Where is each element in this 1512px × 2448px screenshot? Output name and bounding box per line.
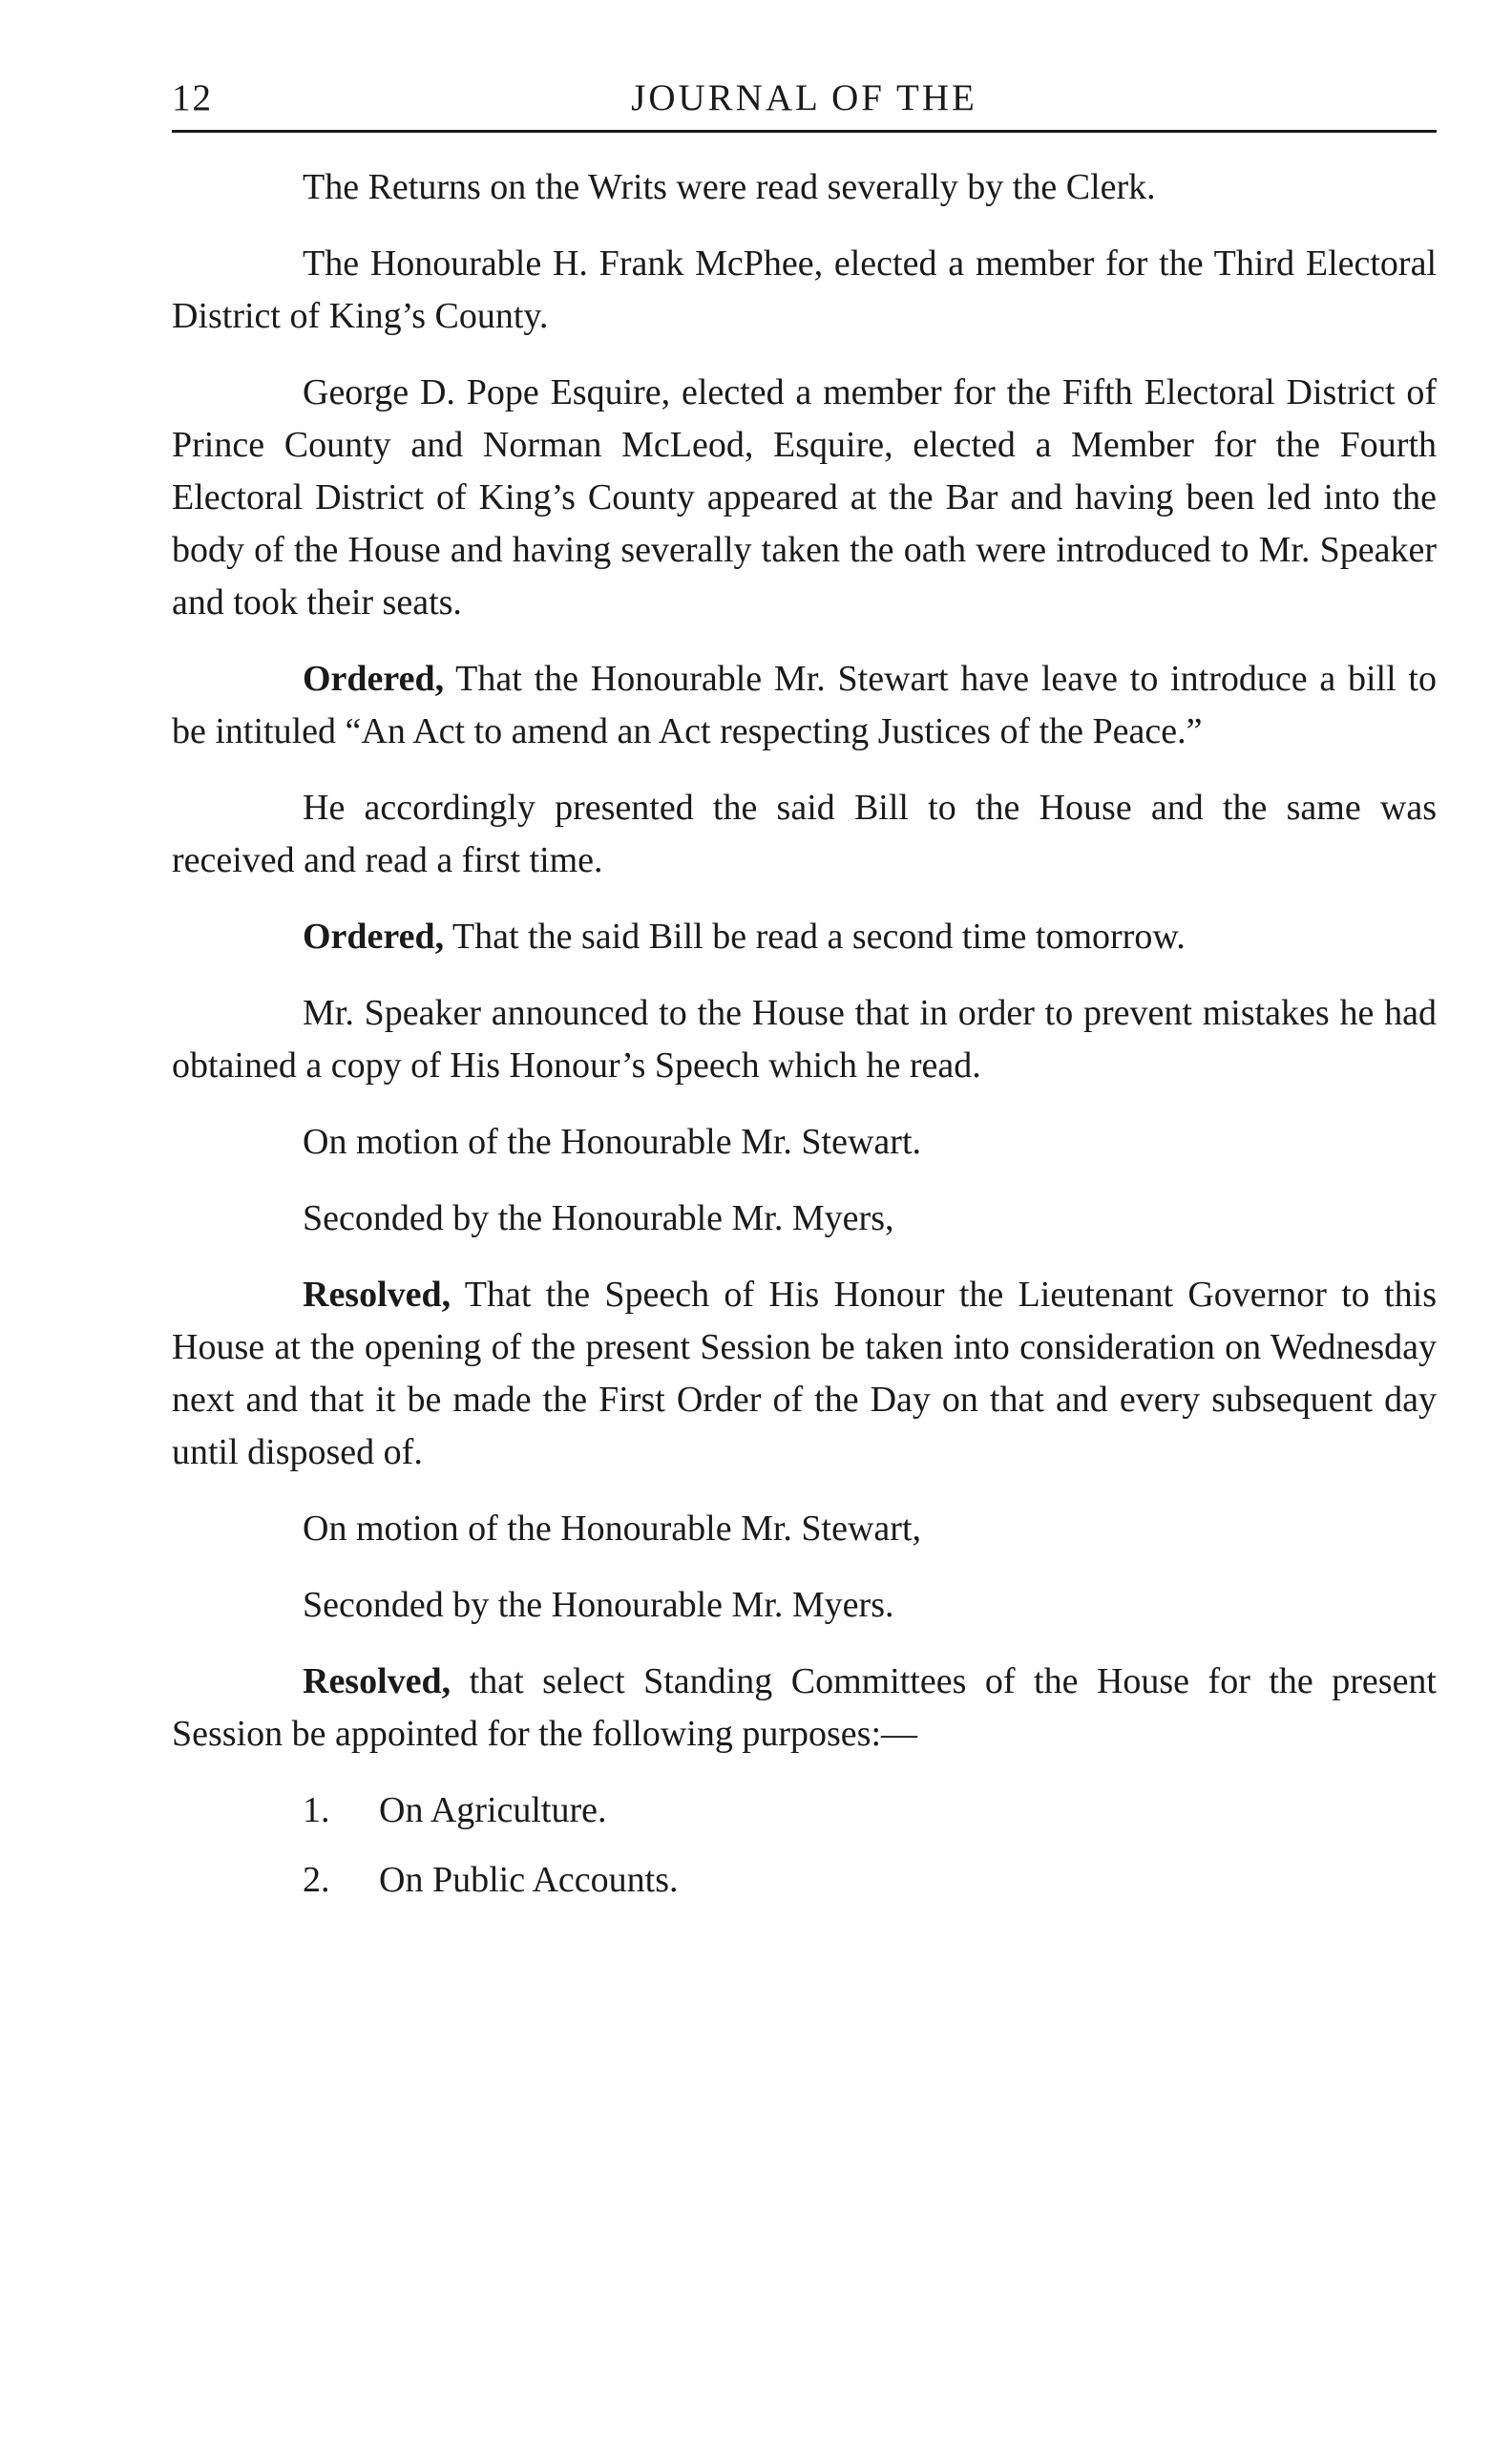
paragraph-pope-mcleod-elected: George D. Pope Esquire, elected a member for the Fifth Electoral District of Prince County and Norman McLeod, Esquire, elected a Member for the Fourth Electoral District of King’s County appeared at the Bar and having been led into the body of the House and having severally taken the oath were introduced to Mr. Speaker and took their seats. xyxy=(172,372,1437,623)
page-header xyxy=(172,67,1437,124)
journal-body xyxy=(172,161,1437,1907)
page-number: 12 xyxy=(172,77,213,118)
committee-list-item xyxy=(172,1854,1437,1907)
paragraph-ordered-bill-leave: Ordered, That the Honourable Mr. Stewart have leave to introduce a bill to be intituled “An Act to amend an Act respecting Justices of the Peace.” xyxy=(172,659,1437,751)
paragraph-motion-stewart-2: On motion of the Honourable Mr. Stewart, xyxy=(303,1509,922,1549)
paragraph-returns: The Returns on the Writs were read severally by the Clerk. xyxy=(303,167,1156,207)
resolved-label: Resolved, xyxy=(303,1275,452,1315)
list-number: 2. xyxy=(303,1860,330,1900)
list-number: 1. xyxy=(303,1790,330,1830)
paragraph-resolved-committees: Resolved, that select Standing Committees of the House for the present Session be appointed for the following purposes:— xyxy=(172,1661,1437,1754)
committee-list-item xyxy=(172,1784,1437,1837)
paragraph-seconded-myers-1: Seconded by the Honourable Mr. Myers, xyxy=(303,1198,894,1238)
running-title: JOURNAL OF THE xyxy=(631,77,977,118)
ordered-label: Ordered, xyxy=(303,659,445,699)
paragraph-seconded-myers-2: Seconded by the Honourable Mr. Myers. xyxy=(303,1585,894,1625)
paragraph-resolved-speech: Resolved, That the Speech of His Honour the Lieutenant Governor to this House at the opening of the present Session be taken into consideration on Wednesday next and that it be made the First Order of the Day on that and every subsequent day until disposed of. xyxy=(172,1275,1437,1472)
ordered-label: Ordered, xyxy=(303,917,445,957)
paragraph-speaker-announced: Mr. Speaker announced to the House that in order to prevent mistakes he had obtained a copy of His Honour’s Speech which he read. xyxy=(172,993,1437,1086)
paragraph-mcphee-elected: The Honourable H. Frank McPhee, elected a member for the Third Electoral District of King’s County. xyxy=(172,243,1437,336)
journal-page xyxy=(172,67,1437,1924)
paragraph-ordered-second-reading: Ordered, That the said Bill be read a second time tomorrow. xyxy=(303,917,1186,957)
resolved-label: Resolved, xyxy=(303,1661,452,1701)
paragraph-bill-presented: He accordingly presented the said Bill to the House and the same was received and read a first time. xyxy=(172,788,1437,880)
list-text: On Agriculture. xyxy=(379,1790,607,1830)
header-rule xyxy=(172,130,1437,133)
list-text: On Public Accounts. xyxy=(379,1860,679,1900)
paragraph-motion-stewart-1: On motion of the Honourable Mr. Stewart. xyxy=(303,1122,922,1162)
